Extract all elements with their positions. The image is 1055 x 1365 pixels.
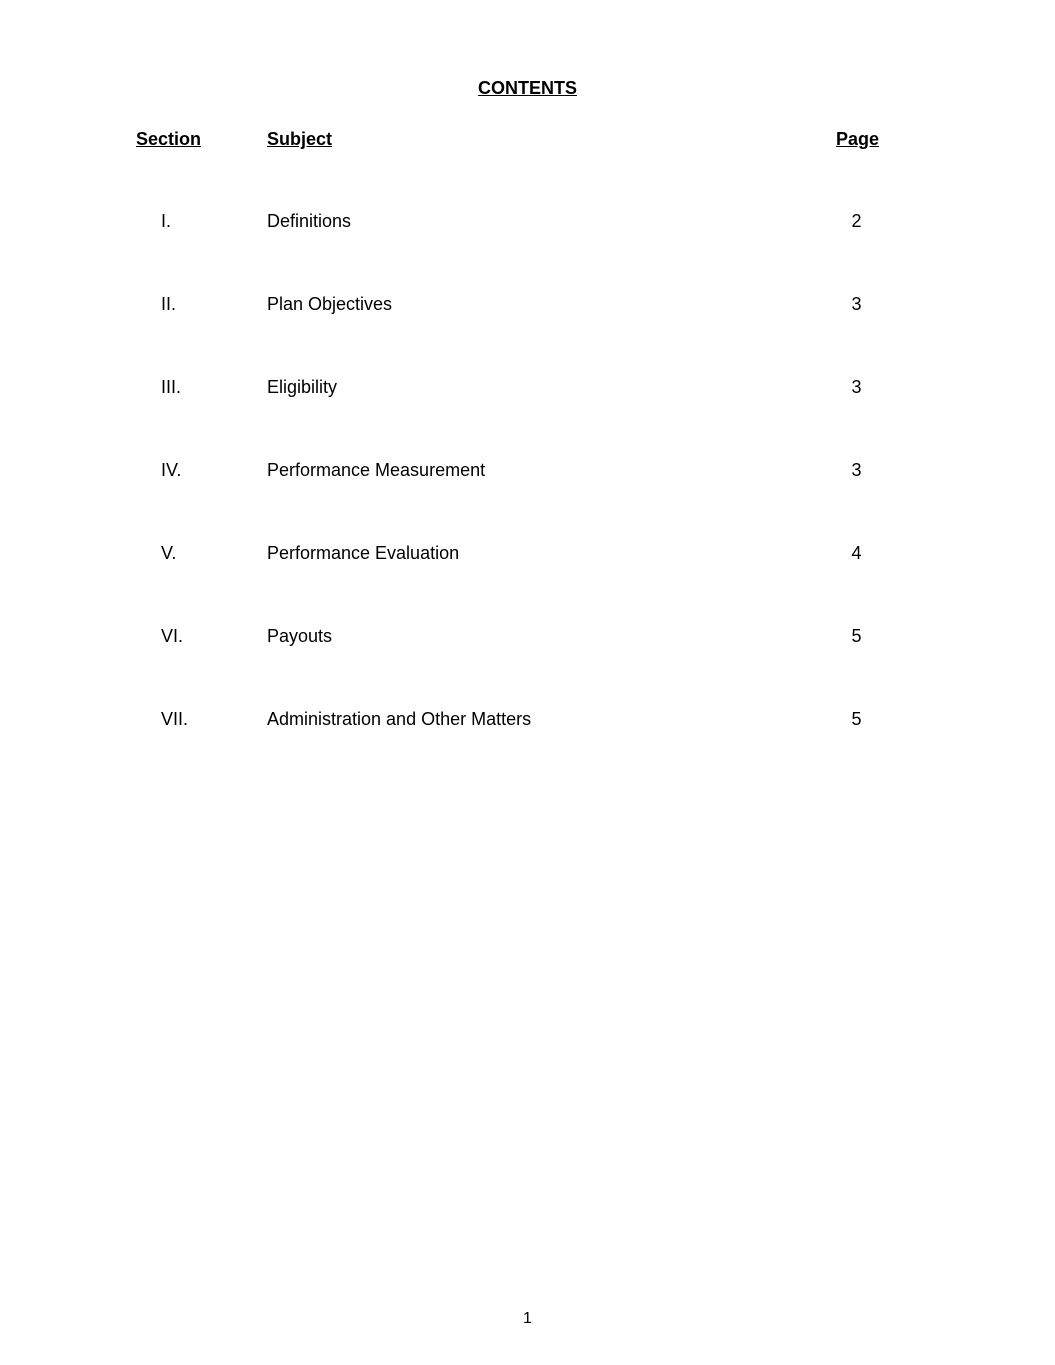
toc-page-number: 5 <box>851 709 862 729</box>
toc-subject: Performance Evaluation <box>267 543 460 563</box>
toc-subject: Administration and Other Matters <box>267 709 532 729</box>
toc-subject: Payouts <box>267 626 333 646</box>
toc-entry <box>0 375 1055 458</box>
toc-entry <box>0 292 1055 375</box>
page-footer-number: 1 <box>523 1310 532 1327</box>
column-header-page: Page <box>836 129 880 149</box>
toc-entry <box>0 209 1055 292</box>
toc-page-number: 3 <box>851 294 862 314</box>
toc-page-number: 3 <box>851 460 862 480</box>
toc-subject: Definitions <box>267 211 352 231</box>
toc-section-number: II. <box>161 294 177 314</box>
toc-subject: Eligibility <box>267 377 338 397</box>
toc-section-number: V. <box>161 543 177 563</box>
toc-entry <box>0 624 1055 707</box>
table-of-contents <box>0 209 1055 790</box>
toc-section-number: IV. <box>161 460 182 480</box>
toc-entry <box>0 458 1055 541</box>
toc-page-number: 5 <box>851 626 862 646</box>
column-header-section: Section <box>136 129 202 149</box>
toc-section-number: VI. <box>161 626 184 646</box>
toc-section-number: I. <box>161 211 172 231</box>
toc-page-number: 3 <box>851 377 862 397</box>
toc-section-number: III. <box>161 377 182 397</box>
toc-section-number: VII. <box>161 709 189 729</box>
toc-subject: Performance Measurement <box>267 460 486 480</box>
toc-subject: Plan Objectives <box>267 294 393 314</box>
column-header-subject: Subject <box>267 129 333 149</box>
page-title: CONTENTS <box>478 78 577 98</box>
toc-page-number: 4 <box>851 543 862 563</box>
toc-entry <box>0 707 1055 790</box>
toc-page-number: 2 <box>851 211 862 231</box>
toc-entry <box>0 541 1055 624</box>
